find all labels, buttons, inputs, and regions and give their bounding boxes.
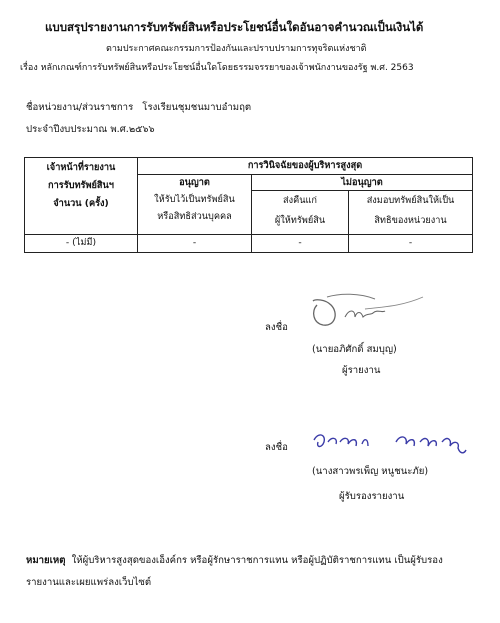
agency-line: ตามประกาศคณะกรรมการป้องกันและปราบปรามการทุจริตแห่งชาติ [106,44,367,54]
org-label: ชื่อหน่วยงาน/ส่วนราชการ [26,102,134,113]
reporter-role: ผู้รายงาน [342,365,381,376]
deny-return-sub: ส่งคืนแก่ ผู้ให้ทรัพย์สิน [252,191,349,235]
year-value: ๒๕๖๖ [128,124,155,135]
subject-line: เรื่อง หลักเกณฑ์การรับทรัพย์สินหรือประโยชน์อื่นใดโดยธรรมจรรยาของเจ้าพนักงานของรัฐ พ.ศ. 2563 [20,63,414,73]
table-cell: - [252,235,349,253]
org-value: โรงเรียนชุมชนมาบอำมฤต [142,102,252,113]
certifier-sign-label: ลงชื่อ [265,442,288,453]
reporter-sign-label: ลงชื่อ [265,322,288,333]
reporter-signature-image [305,287,435,337]
year-label: ประจำปีงบประมาณ พ.ศ. [26,124,129,135]
document-title: แบบสรุปรายงานการรับทรัพย์สินหรือประโยชน์อื่นใดอันอาจคำนวณเป็นเงินได้ [45,20,424,34]
decision-header: การวินิจฉัยของผู้บริหารสูงสุด [138,158,473,175]
org-row [26,102,251,114]
table-cell: - [138,235,252,253]
allow-sub: ให้รับไว้เป็นทรัพย์สิน หรือสิทธิส่วนบุคคล [138,191,252,235]
deny-agency-sub: ส่งมอบทรัพย์สินให้เป็น สิทธิของหน่วยงาน [349,191,473,235]
certifier-role: ผู้รับรองรายงาน [339,491,405,502]
allow-header: อนุญาต [138,175,252,191]
note-text: ให้ผู้บริหารสูงสุดของเอ็งค์กร หรือผู้รักษาราชการแทน หรือผู้ปฏิบัติราชการแทน เป็นผู้รับรอง [71,555,443,566]
year-row [26,124,155,136]
decision-table [24,157,473,253]
table-cell: - [349,235,473,253]
note-row [26,555,443,567]
deny-header: ไม่อนุญาต [252,175,473,191]
note-label: หมายเหตุ [26,555,66,566]
certifier-name: (นางสาวพรเพ็ญ หนูชนะภัย) [312,466,429,477]
reporter-count-header: เจ้าหน้าที่รายงาน การรับทรัพย์สินฯ จำนวน (ครั้ง) [25,158,138,235]
note-line2: รายงานและเผยแพร่ลงเว็บไซต์ [26,577,152,588]
table-cell: - (ไม่มี) [25,235,138,253]
certifier-signature-image [310,428,480,458]
reporter-name: (นายอภิศักดิ์ สมบุญ) [312,344,397,355]
